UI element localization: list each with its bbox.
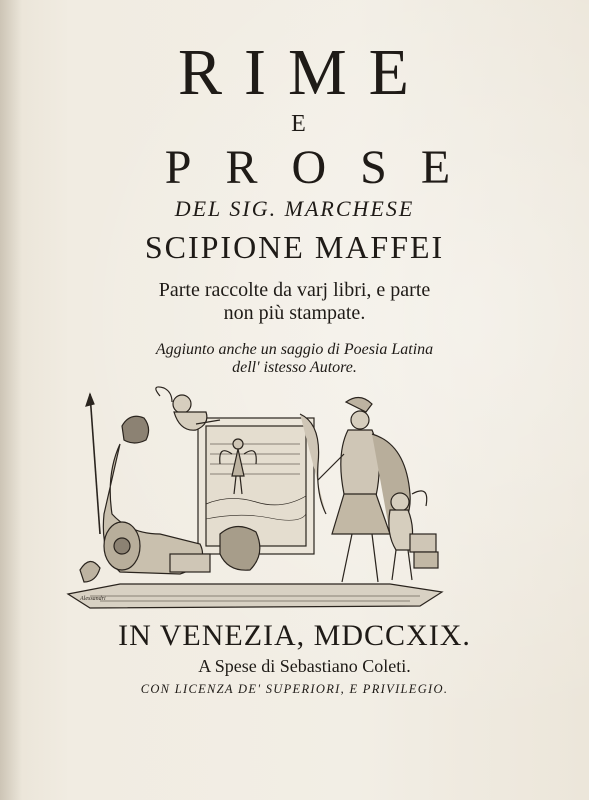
allegorical-engraving (60, 384, 450, 616)
title-rime: RIME (178, 36, 431, 109)
addition-line-2: dell' istesso Autore. (232, 359, 357, 376)
engraver-signature: Alessandri (80, 596, 106, 602)
title-prose: PROSE (164, 141, 485, 194)
imprint-place-year: IN VENEZIA, MDCCXIX. (118, 619, 471, 652)
subtitle-line-2: non più stampate. (223, 302, 366, 324)
imprint-license: CON LICENZA DE' SUPERIORI, E PRIVILEGIO. (140, 682, 449, 696)
imprint-publisher: A Spese di Sebastiano Coleti. (198, 656, 411, 676)
subtitle-line-1: Parte raccolte da varj libri, e parte (158, 279, 431, 301)
addition-line-1: Aggiunto anche un saggio di Poesia Latina (155, 341, 434, 358)
author-prefix: DEL SIG. MARCHESE (174, 196, 415, 221)
title-conjunction: E (291, 111, 310, 137)
author-name: SCIPIONE MAFFEI (144, 229, 445, 265)
